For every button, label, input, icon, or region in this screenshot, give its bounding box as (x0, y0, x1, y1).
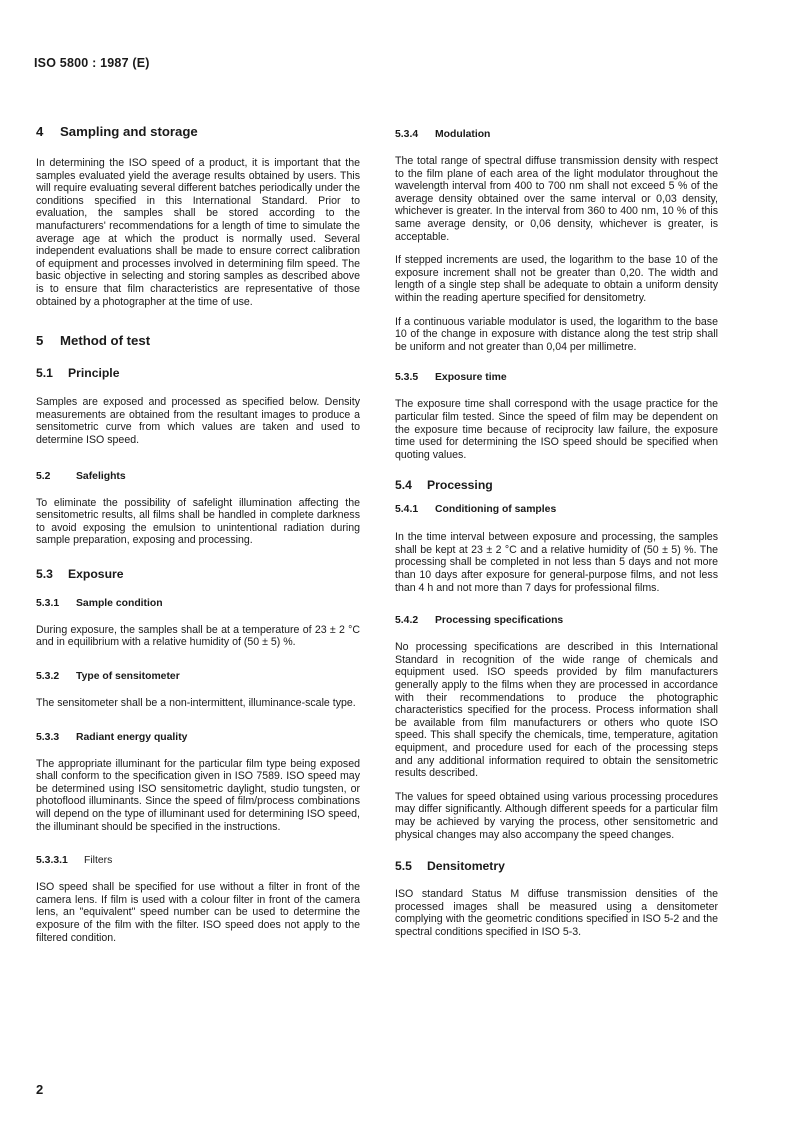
section-5-2-paragraph: To eliminate the possibility of safelight illumination affecting the sensitometric results, all films shall be handled in complete darkness to avoid exposing the emulsion to unintentional radiation during sample preparation, exposing and processing. (36, 496, 360, 547)
section-5-3-4-paragraph-1: The total range of spectral diffuse transmission density with respect to the film plane of each area of the light modulator throughout the wavelength interval from 400 to 700 nm shall not exceed 5 % of the average density obtained over the same interval or 0,03 density, whichever is greater. In the interval from 360 to 400 nm, 10 % of this same average density, or 0,06 density, whichever is greater, is acceptable. (395, 155, 718, 243)
section-5-1-heading (36, 366, 360, 381)
section-5-3-1-heading (36, 597, 360, 610)
right-column (395, 124, 718, 939)
section-number: 5.5 (395, 859, 412, 874)
section-number: 4 (36, 124, 44, 139)
left-column (36, 124, 360, 944)
running-head: ISO 5800 : 1987 (E) (34, 56, 150, 70)
section-5-1-paragraph: Samples are exposed and processed as specified below. Density measurements are obtained from the resultant images to produce a sensitometric curve from which values are taken and used to determine ISO speed. (36, 396, 360, 446)
section-number: 5.3.1 (36, 597, 60, 609)
page-number: 2 (36, 1082, 44, 1097)
section-number: 5.3 (36, 566, 53, 581)
section-5-3-3-heading (36, 731, 360, 744)
section-5-3-2-heading (36, 670, 360, 683)
section-5-3-3-paragraph: The appropriate illuminant for the particular film type being exposed shall conform to the specification given in ISO 7589. ISO speed may be determined using ISO sensitometric daylight, studio tungsten, or photoflood illuminants. Since the speed of film/process combinations will depend on the type of illuminant used for determining ISO speed, the illuminant should be specified in the instructions. (36, 757, 360, 833)
section-5-3-heading (36, 567, 360, 582)
section-5-3-3-1-paragraph: ISO speed shall be specified for use without a filter in front of the camera lens. If film is used with a colour filter in front of the camera lens, an "equivalent" speed number can be used to determine the exposure of the film with the filter. ISO speed does not apply to the filtered condition. (36, 881, 360, 944)
section-title: Principle (68, 366, 120, 381)
section-5-5-paragraph: ISO standard Status M diffuse transmission densities of the processed images shall be measured using a densitometer complying with the geometric conditions specified in ISO 5-2 and the spectral conditions specified in ISO 5-3. (395, 888, 718, 938)
section-4-heading (36, 124, 360, 140)
section-4-paragraph: In determining the ISO speed of a product, it is important that the samples evaluated yield the average results obtained by users. This will require evaluating several different batches periodically under the conditions specified in this International Standard. Prior to evaluation, the samples shall be stored according to the manufacturers' recommendations for a length of time to simulate the average age at which the product is normally used. Several independent evaluations shall be made to ensure correct calibration of equipment and processes involved in determining film speed. The basic objective in selecting and storing samples as described above is to ensure that film characteristics are representative of those obtained by a photographer at the time of use. (36, 157, 360, 308)
section-title: Modulation (435, 129, 491, 140)
section-number: 5.4 (395, 478, 412, 493)
section-number: 5.2 (36, 470, 51, 482)
section-title: Densitometry (427, 859, 505, 874)
section-title: Exposure (68, 566, 124, 581)
section-number: 5.3.4 (395, 129, 419, 140)
section-5-4-2-heading (395, 614, 718, 627)
section-number: 5.4.2 (395, 615, 419, 627)
section-5-4-1-heading (395, 503, 718, 516)
section-title: Processing specifications (435, 615, 564, 627)
section-5-heading (36, 333, 360, 349)
section-number: 5.4.1 (395, 504, 419, 516)
section-5-3-5-heading (395, 371, 718, 384)
section-title: Exposure time (435, 372, 507, 384)
section-number: 5.1 (36, 366, 53, 381)
section-5-3-4-paragraph-3: If a continuous variable modulator is used, the logarithm to the base 10 of the change in exposure with distance along the test strip shall be uniform and not greater than 0,04 per millimetre. (395, 315, 718, 353)
section-5-3-4-paragraph-2: If stepped increments are used, the logarithm to the base 10 of the exposure increment shall not be greater than 0,20. The width and length of a single step shall be adequate to obtain a uniform density within the reading aperture specified for densitometry. (395, 254, 718, 304)
section-5-4-heading (395, 478, 718, 493)
section-number: 5.3.3.1 (36, 855, 68, 867)
section-title: Filters (84, 855, 113, 867)
section-5-4-2-paragraph-1: No processing specifications are described in this International Standard in recognition of the wide range of chemicals and equipment used. ISO speeds provided by film manufacturers generally apply to the films when they are processed in accordance with their recommendations to produce the photographic characteristics specified for the process. Process information shall be available from film manufacturers or others who quote ISO speed. This shall specify the chemicals, time, temperature, agitation equipment, and procedure used for each of the processing steps and any additional information required to obtain the sensitometric results described. (395, 641, 718, 780)
section-title: Method of test (60, 333, 151, 349)
section-5-3-2-paragraph: The sensitometer shall be a non-intermittent, illuminance-scale type. (36, 697, 356, 710)
section-title: Safelights (76, 470, 126, 482)
section-5-3-5-paragraph: The exposure time shall correspond with the usage practice for the particular film tested. Since the speed of film may be dependent on the exposure time because of reciprocity law failure, the exposure time used for determining the ISO speed should be specified when quoting values. (395, 398, 718, 461)
section-5-2-heading (36, 470, 360, 483)
section-title: Radiant energy quality (76, 731, 188, 743)
section-title: Processing (427, 478, 493, 493)
section-title: Sample condition (76, 597, 163, 609)
section-number: 5.3.3 (36, 731, 60, 743)
section-title: Type of sensitometer (76, 671, 180, 683)
section-number: 5.3.2 (36, 671, 60, 683)
section-5-3-4-heading (395, 128, 718, 141)
section-5-3-1-paragraph: During exposure, the samples shall be at a temperature of 23 ± 2 °C and in equilibrium with a relative humidity of (50 ± 5) %. (36, 623, 360, 649)
section-5-4-1-paragraph: In the time interval between exposure and processing, the samples shall be kept at 23 ± 2 °C and a relative humidity of (50 ± 5) %. The processing shall be completed in not less than 5 days and not more than 10 days after exposure for general-purpose films, and not less than 4 h and not more than 7 days for professional films. (395, 531, 718, 594)
section-5-5-heading (395, 859, 718, 874)
section-number: 5 (36, 333, 44, 349)
section-title: Sampling and storage (60, 124, 198, 139)
section-5-4-2-paragraph-2: The values for speed obtained using various processing procedures may differ significantly. Although different speeds for a particular film may be achieved by varying the process, other sensitometric and physical changes may also accompany the speed changes. (395, 790, 718, 841)
section-title: Conditioning of samples (435, 504, 557, 516)
section-5-3-3-1-heading (36, 854, 360, 867)
section-number: 5.3.5 (395, 372, 419, 384)
